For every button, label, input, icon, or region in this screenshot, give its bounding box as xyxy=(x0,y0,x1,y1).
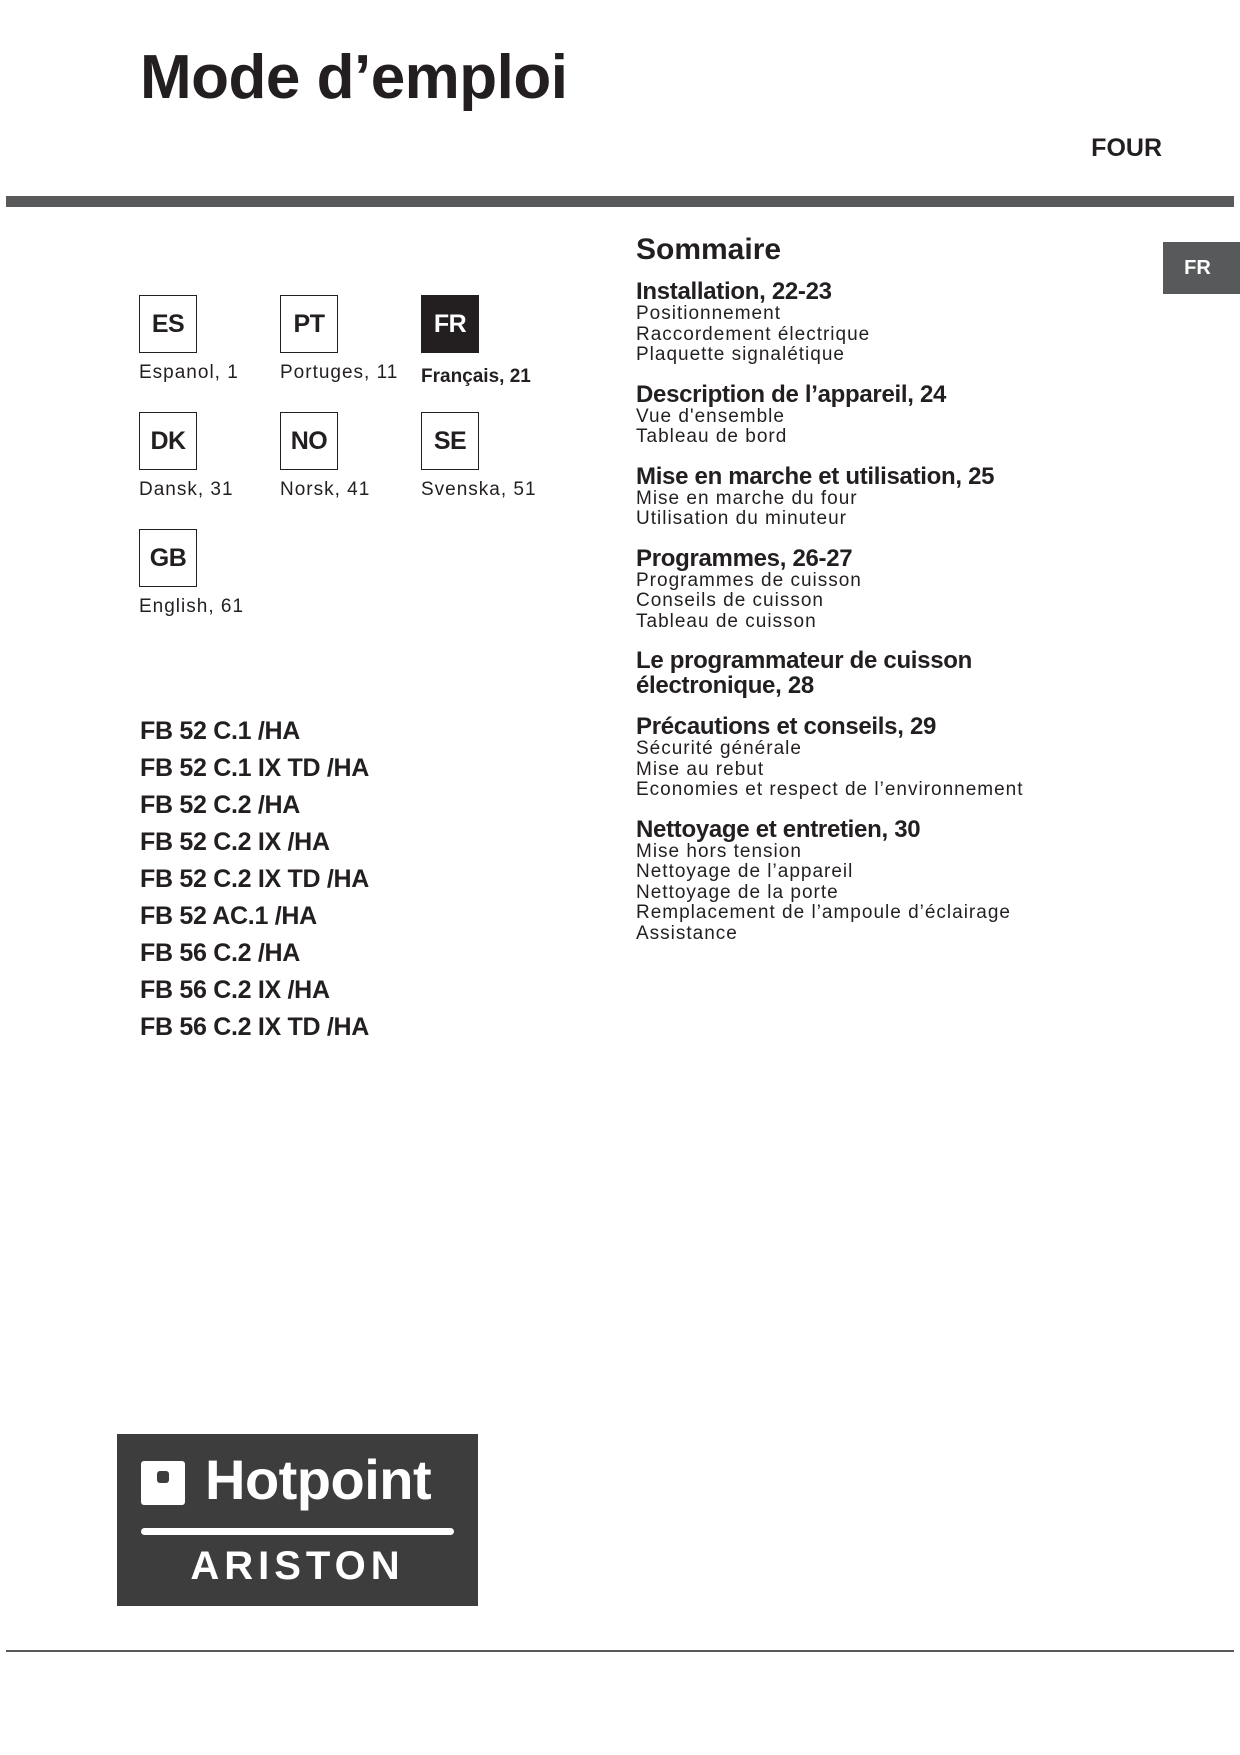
document-type-label: FOUR xyxy=(1091,134,1162,162)
language-entry-dk[interactable] xyxy=(139,412,299,501)
language-entry-gb[interactable] xyxy=(139,529,299,618)
toc-item: Programmes de cuisson xyxy=(636,569,862,591)
toc-heading[interactable]: Installation, 22-23 xyxy=(636,278,832,305)
toc-section-description xyxy=(636,382,1136,448)
language-name: Svenska, 51 xyxy=(421,479,537,500)
toc-item: Nettoyage de l’appareil xyxy=(636,861,854,882)
language-code-box: GB xyxy=(139,529,197,587)
language-side-tab: FR xyxy=(1163,242,1240,294)
language-code-box: NO xyxy=(280,412,338,470)
model-number: FB 56 C.2 IX /HA xyxy=(140,976,330,1004)
logo-brand-name: Hotpoint xyxy=(205,1448,432,1511)
toc-item: Raccordement électrique xyxy=(636,323,871,345)
toc-heading[interactable]: Le programmateur de cuisson électronique, 28 xyxy=(636,647,972,699)
toc-section-installation xyxy=(636,279,1136,366)
toc-section-programmes xyxy=(636,546,1136,633)
logo-brand-subname: ARISTON xyxy=(190,1544,405,1588)
logo-dot xyxy=(157,1471,169,1483)
model-list xyxy=(140,713,369,1046)
toc-item: Remplacement de l’ampoule d’éclairage xyxy=(636,902,1011,923)
toc-heading[interactable]: Description de l’appareil, 24 xyxy=(636,380,947,408)
toc-item: Economies et respect de l’environnement xyxy=(636,779,1024,800)
logo-square-icon xyxy=(141,1461,185,1505)
language-entry-fr[interactable] xyxy=(421,295,581,388)
table-of-contents xyxy=(636,233,1136,960)
language-name: English, 61 xyxy=(139,596,245,617)
toc-item: Tableau de cuisson xyxy=(636,610,817,632)
toc-section-programmateur xyxy=(636,648,1136,698)
language-name: Portuges, 11 xyxy=(280,362,399,383)
toc-heading[interactable]: Précautions et conseils, 29 xyxy=(636,713,937,740)
toc-heading[interactable]: Mise en marche et utilisation, 25 xyxy=(636,462,995,490)
toc-item: Plaquette signalétique xyxy=(636,344,845,365)
model-number: FB 56 C.2 /HA xyxy=(140,939,301,967)
toc-item: Mise au rebut xyxy=(636,758,765,780)
language-name: Dansk, 31 xyxy=(139,479,234,500)
model-number: FB 52 C.1 /HA xyxy=(140,717,301,745)
model-number: FB 52 C.2 /HA xyxy=(140,791,301,819)
toc-heading[interactable]: Nettoyage et entretien, 30 xyxy=(636,815,921,843)
model-number: FB 56 C.2 IX TD /HA xyxy=(140,1013,370,1041)
language-code-box: PT xyxy=(280,295,338,353)
model-number: FB 52 C.2 IX TD /HA xyxy=(140,865,370,893)
toc-section-mise-en-marche xyxy=(636,464,1136,530)
toc-item: Mise en marche du four xyxy=(636,487,858,509)
language-code-box: ES xyxy=(139,295,197,353)
language-entry-no[interactable] xyxy=(280,412,440,501)
header-divider xyxy=(6,196,1234,207)
hotpoint-ariston-logo xyxy=(117,1434,478,1606)
toc-title: Sommaire xyxy=(636,233,782,266)
toc-heading[interactable]: Programmes, 26-27 xyxy=(636,544,853,572)
model-number: FB 52 C.2 IX /HA xyxy=(140,828,330,856)
toc-section-nettoyage xyxy=(636,817,1136,945)
language-code-box: DK xyxy=(139,412,197,470)
language-entry-pt[interactable] xyxy=(280,295,440,384)
toc-item: Tableau de bord xyxy=(636,426,788,447)
language-name: Espanol, 1 xyxy=(139,362,239,383)
toc-item: Sécurité générale xyxy=(636,738,802,759)
page-title: Mode d’emploi xyxy=(140,43,568,112)
language-entry-es[interactable] xyxy=(139,295,299,384)
logo-divider xyxy=(141,1528,454,1535)
language-entry-se[interactable] xyxy=(421,412,581,501)
footer-divider xyxy=(6,1650,1234,1652)
model-number: FB 52 C.1 IX TD /HA xyxy=(140,754,370,782)
toc-item: Nettoyage de la porte xyxy=(636,881,839,903)
toc-item: Positionnement xyxy=(636,303,781,324)
toc-section-precautions xyxy=(636,714,1136,801)
language-code-box-active: FR xyxy=(421,295,479,353)
toc-item: Conseils de cuisson xyxy=(636,590,824,611)
language-name: Norsk, 41 xyxy=(280,479,371,500)
toc-item: Vue d'ensemble xyxy=(636,405,785,427)
language-name-active: Français, 21 xyxy=(421,366,531,387)
toc-item: Mise hors tension xyxy=(636,840,802,862)
toc-item: Assistance xyxy=(636,922,738,944)
toc-item: Utilisation du minuteur xyxy=(636,508,847,529)
model-number: FB 52 AC.1 /HA xyxy=(140,902,317,930)
language-code-box: SE xyxy=(421,412,479,470)
